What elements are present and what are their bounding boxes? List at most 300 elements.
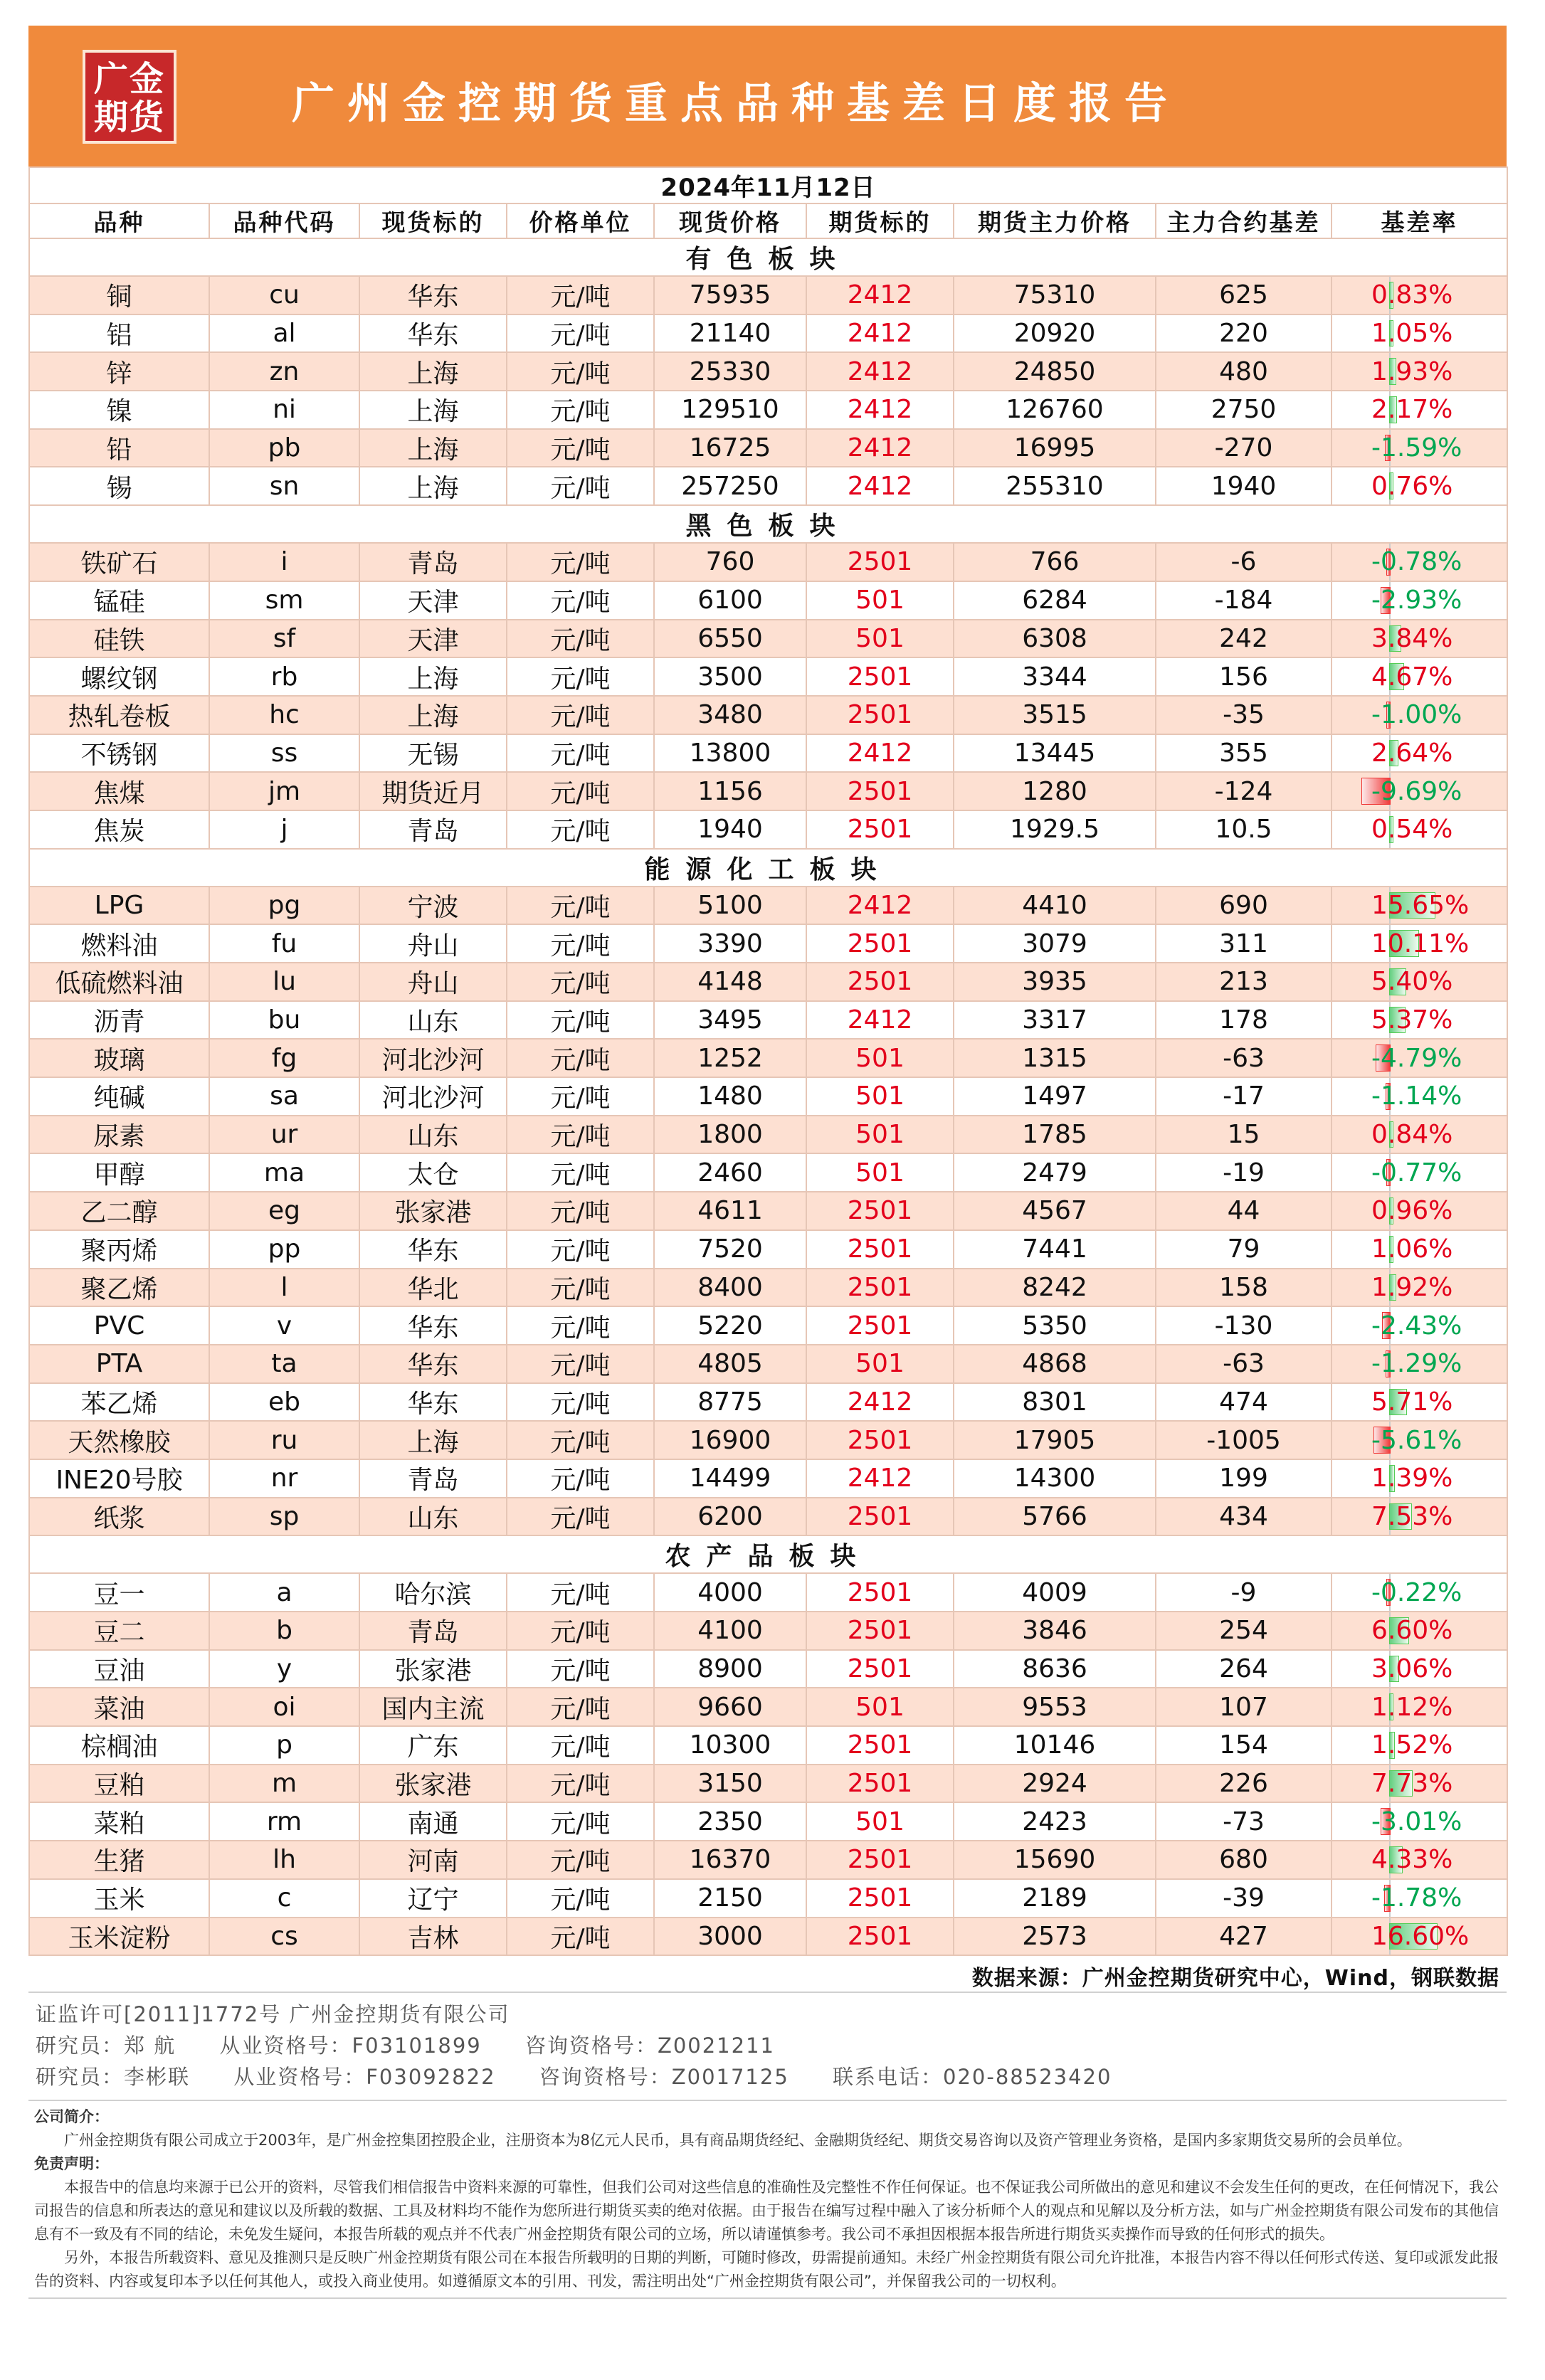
spot-price: 13800 — [654, 734, 806, 773]
basis-rate-value: 0.54% — [1371, 815, 1453, 845]
qualification-number: 从业资格号：F03101899 — [219, 2033, 482, 2058]
basis-rate-cell — [1332, 620, 1507, 658]
basis-rate-value: 5.40% — [1371, 967, 1453, 997]
basis-rate-cell — [1332, 1841, 1507, 1879]
table-row — [29, 467, 1507, 505]
spot-price: 16725 — [654, 429, 806, 467]
basis-rate-value: 1.93% — [1371, 356, 1453, 386]
spot-price: 6100 — [654, 581, 806, 620]
basis-rate-value: 5.71% — [1371, 1387, 1453, 1417]
basis-rate-cell — [1332, 1230, 1507, 1269]
futures-price: 9553 — [954, 1688, 1156, 1726]
variety-name: 焦煤 — [29, 772, 209, 810]
table-row — [29, 581, 1507, 620]
spot-reference: 华东 — [359, 276, 507, 314]
futures-price: 1280 — [954, 772, 1156, 810]
futures-contract: 2501 — [806, 1498, 954, 1536]
spot-price: 3500 — [654, 657, 806, 696]
variety-code: ta — [209, 1345, 359, 1383]
researcher-row-2 — [36, 2061, 1507, 2093]
price-unit: 元/吨 — [507, 887, 654, 925]
spot-reference: 山东 — [359, 1498, 507, 1536]
spot-reference: 华东 — [359, 314, 507, 353]
variety-name: 焦炭 — [29, 810, 209, 849]
futures-contract: 2501 — [806, 1573, 954, 1612]
basis-rate-value: 5.37% — [1371, 1005, 1453, 1035]
table-row — [29, 1116, 1507, 1154]
column-header: 期货标的 — [806, 203, 954, 238]
variety-code: eb — [209, 1383, 359, 1422]
report-date: 2024年11月12日 — [29, 167, 1507, 203]
variety-name: 不锈钢 — [29, 734, 209, 773]
variety-name: 沥青 — [29, 1001, 209, 1040]
basis-rate-value: 1.39% — [1371, 1464, 1453, 1493]
basis-rate-value: -1.00% — [1371, 700, 1462, 730]
basis-rate-cell — [1332, 391, 1507, 429]
table-row — [29, 391, 1507, 429]
basis-rate-cell — [1332, 810, 1507, 849]
basis-rate-value: 16.60% — [1371, 1921, 1470, 1951]
spot-reference: 河北沙河 — [359, 1039, 507, 1077]
logo-line-1: 广金 — [93, 59, 165, 99]
futures-price: 1785 — [954, 1116, 1156, 1154]
company-intro-title: 公司简介： — [34, 2108, 109, 2126]
futures-contract: 2501 — [806, 1612, 954, 1650]
futures-price: 4567 — [954, 1192, 1156, 1230]
variety-code: zn — [209, 352, 359, 391]
futures-contract: 2501 — [806, 1765, 954, 1803]
variety-code: l — [209, 1269, 359, 1307]
futures-contract: 2501 — [806, 1230, 954, 1269]
basis-table — [28, 166, 1508, 1956]
basis-rate-value: 1.92% — [1371, 1272, 1453, 1302]
spot-reference: 华东 — [359, 1383, 507, 1422]
table-row — [29, 1573, 1507, 1612]
spot-price: 3150 — [654, 1765, 806, 1803]
basis-rate-cell — [1332, 1765, 1507, 1803]
section-header-row — [29, 505, 1507, 543]
basis-rate-cell — [1332, 1650, 1507, 1688]
report — [28, 26, 1507, 2299]
basis-value: 480 — [1156, 352, 1332, 391]
futures-price: 8636 — [954, 1650, 1156, 1688]
price-unit: 元/吨 — [507, 1459, 654, 1498]
futures-price: 3935 — [954, 963, 1156, 1001]
basis-rate-cell — [1332, 1039, 1507, 1077]
basis-rate-value: 1.12% — [1371, 1692, 1453, 1722]
variety-code: y — [209, 1650, 359, 1688]
basis-value: 2750 — [1156, 391, 1332, 429]
variety-code: m — [209, 1765, 359, 1803]
price-unit: 元/吨 — [507, 1306, 654, 1345]
basis-value: 242 — [1156, 620, 1332, 658]
basis-rate-value: -2.43% — [1371, 1311, 1462, 1340]
spot-reference: 无锡 — [359, 734, 507, 773]
futures-contract: 501 — [806, 581, 954, 620]
variety-code: hc — [209, 696, 359, 734]
futures-contract: 2412 — [806, 1001, 954, 1040]
price-unit: 元/吨 — [507, 543, 654, 581]
variety-code: eg — [209, 1192, 359, 1230]
futures-contract: 2501 — [806, 1918, 954, 1956]
variety-name: 乙二醇 — [29, 1192, 209, 1230]
basis-rate-cell — [1332, 1573, 1507, 1612]
basis-value: 220 — [1156, 314, 1332, 353]
basis-value: 44 — [1156, 1192, 1332, 1230]
basis-value: -270 — [1156, 429, 1332, 467]
basis-rate-cell — [1332, 1269, 1507, 1307]
spot-reference: 张家港 — [359, 1765, 507, 1803]
price-unit: 元/吨 — [507, 696, 654, 734]
basis-rate-cell — [1332, 314, 1507, 353]
table-row — [29, 734, 1507, 773]
table-row — [29, 1688, 1507, 1726]
price-unit: 元/吨 — [507, 1612, 654, 1650]
basis-rate-cell — [1332, 1345, 1507, 1383]
futures-contract: 501 — [806, 1802, 954, 1841]
section-title: 有色板块 — [29, 238, 1507, 276]
spot-price: 3495 — [654, 1001, 806, 1040]
variety-code: fu — [209, 924, 359, 963]
disclaimer-text-1: 本报告中的信息均来源于已公开的资料，尽管我们相信报告中资料来源的可靠性，但我们公司对这些信息的准确性及完整性不作任何保证。也不保证我公司所做出的意见和建议不会发生任何的更改，在任何情况下，我公司报告的信息和所表达的意见和建议以及所载的数据、工具及材料均不能作为您所进行期货买卖的绝对依据。由于报告在编写过程中融入了该分析师个人的观点和见解以及分析方法，如与广州金控期货有限公司发布的其他信息有不一致及有不同的结论，未免发生疑问，本报告所载的观点并不代表广州金控期货有限公司的立场，所以请谨慎参考。我公司不承担因根据本报告所进行期货买卖操作而导致的任何形式的损失。 — [34, 2179, 1499, 2243]
spot-reference: 上海 — [359, 1421, 507, 1459]
variety-name: 生猪 — [29, 1841, 209, 1879]
basis-value: 311 — [1156, 924, 1332, 963]
basis-rate-value: -1.29% — [1371, 1349, 1462, 1379]
variety-code: cu — [209, 276, 359, 314]
futures-contract: 2412 — [806, 391, 954, 429]
price-unit: 元/吨 — [507, 429, 654, 467]
basis-value: -1005 — [1156, 1421, 1332, 1459]
variety-code: sa — [209, 1077, 359, 1116]
price-unit: 元/吨 — [507, 314, 654, 353]
researcher-name: 研究员：郑 航 — [36, 2033, 176, 2058]
futures-contract: 2412 — [806, 429, 954, 467]
basis-value: 264 — [1156, 1650, 1332, 1688]
basis-rate-cell — [1332, 1726, 1507, 1765]
spot-reference: 青岛 — [359, 543, 507, 581]
futures-price: 3317 — [954, 1001, 1156, 1040]
section-title: 能源化工板块 — [29, 849, 1507, 887]
basis-value: -6 — [1156, 543, 1332, 581]
basis-rate-value: 0.96% — [1371, 1196, 1453, 1226]
spot-price: 16900 — [654, 1421, 806, 1459]
price-unit: 元/吨 — [507, 1039, 654, 1077]
spot-reference: 青岛 — [359, 1612, 507, 1650]
basis-value: 434 — [1156, 1498, 1332, 1536]
futures-price: 5350 — [954, 1306, 1156, 1345]
basis-value: 474 — [1156, 1383, 1332, 1422]
futures-contract: 2501 — [806, 1841, 954, 1879]
basis-rate-cell — [1332, 1918, 1507, 1956]
table-row — [29, 1192, 1507, 1230]
variety-name: 聚丙烯 — [29, 1230, 209, 1269]
spot-price: 1156 — [654, 772, 806, 810]
basis-rate-value: 3.06% — [1371, 1654, 1453, 1684]
column-header: 品种代码 — [209, 203, 359, 238]
variety-code: sf — [209, 620, 359, 658]
price-unit: 元/吨 — [507, 581, 654, 620]
spot-price: 5100 — [654, 887, 806, 925]
disclaimer-title: 免责声明： — [34, 2155, 109, 2173]
basis-rate-cell — [1332, 1383, 1507, 1422]
table-row — [29, 1765, 1507, 1803]
basis-value: 625 — [1156, 276, 1332, 314]
variety-code: v — [209, 1306, 359, 1345]
futures-contract: 2501 — [806, 772, 954, 810]
table-row — [29, 1421, 1507, 1459]
spot-reference: 青岛 — [359, 1459, 507, 1498]
price-unit: 元/吨 — [507, 924, 654, 963]
futures-price: 2924 — [954, 1765, 1156, 1803]
price-unit: 元/吨 — [507, 1153, 654, 1192]
spot-reference: 上海 — [359, 429, 507, 467]
variety-name: 锰硅 — [29, 581, 209, 620]
table-row — [29, 314, 1507, 353]
futures-contract: 2501 — [806, 1421, 954, 1459]
basis-value: 1940 — [1156, 467, 1332, 505]
table-row — [29, 620, 1507, 658]
variety-name: 锡 — [29, 467, 209, 505]
section-header-row — [29, 238, 1507, 276]
column-header: 现货标的 — [359, 203, 507, 238]
variety-name: 玉米淀粉 — [29, 1918, 209, 1956]
consulting-number: 咨询资格号：Z0021211 — [524, 2033, 775, 2058]
spot-price: 2460 — [654, 1153, 806, 1192]
variety-code: i — [209, 543, 359, 581]
basis-rate-cell — [1332, 1459, 1507, 1498]
futures-price: 7441 — [954, 1230, 1156, 1269]
spot-price: 8400 — [654, 1269, 806, 1307]
basis-rate-cell — [1332, 1498, 1507, 1536]
variety-name: 螺纹钢 — [29, 657, 209, 696]
futures-contract: 501 — [806, 1153, 954, 1192]
basis-rate-value: -2.93% — [1371, 586, 1462, 615]
basis-value: -9 — [1156, 1573, 1332, 1612]
variety-code: bu — [209, 1001, 359, 1040]
contact-phone: 联系电话：020-88523420 — [833, 2065, 1112, 2090]
variety-code: oi — [209, 1688, 359, 1726]
price-unit: 元/吨 — [507, 1573, 654, 1612]
researcher-row-1 — [36, 2030, 1507, 2061]
variety-name: PVC — [29, 1306, 209, 1345]
spot-price: 4611 — [654, 1192, 806, 1230]
spot-price: 4000 — [654, 1573, 806, 1612]
basis-rate-cell — [1332, 1688, 1507, 1726]
price-unit: 元/吨 — [507, 1918, 654, 1956]
futures-price: 75310 — [954, 276, 1156, 314]
spot-price: 2350 — [654, 1802, 806, 1841]
basis-rate-value: 7.73% — [1371, 1769, 1453, 1799]
variety-code: fg — [209, 1039, 359, 1077]
basis-rate-value: 0.76% — [1371, 471, 1453, 501]
basis-rate-value: 1.05% — [1371, 319, 1453, 349]
price-unit: 元/吨 — [507, 1841, 654, 1879]
spot-price: 8900 — [654, 1650, 806, 1688]
basis-rate-value: 0.84% — [1371, 1120, 1453, 1150]
spot-reference: 太仓 — [359, 1153, 507, 1192]
futures-contract: 2501 — [806, 1879, 954, 1918]
variety-name: 铁矿石 — [29, 543, 209, 581]
spot-price: 8775 — [654, 1383, 806, 1422]
spot-price: 6200 — [654, 1498, 806, 1536]
section-title: 农产品板块 — [29, 1535, 1507, 1573]
variety-code: b — [209, 1612, 359, 1650]
futures-price: 1929.5 — [954, 810, 1156, 849]
price-unit: 元/吨 — [507, 1765, 654, 1803]
spot-reference: 天津 — [359, 620, 507, 658]
variety-code: ma — [209, 1153, 359, 1192]
futures-price: 24850 — [954, 352, 1156, 391]
spot-price: 6550 — [654, 620, 806, 658]
futures-price: 1497 — [954, 1077, 1156, 1116]
price-unit: 元/吨 — [507, 620, 654, 658]
basis-rate-cell — [1332, 1306, 1507, 1345]
variety-code: ss — [209, 734, 359, 773]
futures-contract: 2501 — [806, 657, 954, 696]
basis-value: -184 — [1156, 581, 1332, 620]
basis-rate-value: -3.01% — [1371, 1807, 1462, 1836]
variety-name: 低硫燃料油 — [29, 963, 209, 1001]
variety-name: 菜油 — [29, 1688, 209, 1726]
table-row — [29, 963, 1507, 1001]
price-unit: 元/吨 — [507, 1688, 654, 1726]
table-row — [29, 1650, 1507, 1688]
variety-name: 玉米 — [29, 1879, 209, 1918]
variety-code: ni — [209, 391, 359, 429]
futures-contract: 2501 — [806, 1650, 954, 1688]
futures-contract: 2412 — [806, 887, 954, 925]
basis-rate-value: 1.52% — [1371, 1730, 1453, 1760]
futures-contract: 2412 — [806, 1459, 954, 1498]
basis-value: 154 — [1156, 1726, 1332, 1765]
basis-value: 427 — [1156, 1918, 1332, 1956]
disclaimer-text-2: 另外，本报告所载资料、意见及推测只是反映广州金控期货有限公司在本报告所载明的日期的判断，可随时修改，毋需提前通知。未经广州金控期货有限公司允许批准，本报告内容不得以任何形式传送、复印或派发此报告的资料、内容或复印本予以任何其他人，或投入商业使用。如遵循原文本的引用、刊发，需注明出处“广州金控期货有限公司”，并保留我公司的一切权利。 — [34, 2249, 1499, 2290]
spot-price: 14499 — [654, 1459, 806, 1498]
basis-rate-cell — [1332, 1421, 1507, 1459]
spot-reference: 河南 — [359, 1841, 507, 1879]
basis-value: -35 — [1156, 696, 1332, 734]
futures-contract: 501 — [806, 1688, 954, 1726]
basis-rate-value: 3.84% — [1371, 623, 1453, 653]
table-row — [29, 1306, 1507, 1345]
basis-rate-value: 6.60% — [1371, 1616, 1453, 1646]
basis-rate-value: 0.83% — [1371, 280, 1453, 310]
basis-rate-cell — [1332, 887, 1507, 925]
basis-value: 199 — [1156, 1459, 1332, 1498]
futures-price: 255310 — [954, 467, 1156, 505]
futures-price: 16995 — [954, 429, 1156, 467]
variety-name: 玻璃 — [29, 1039, 209, 1077]
variety-name: 豆二 — [29, 1612, 209, 1650]
futures-price: 2479 — [954, 1153, 1156, 1192]
futures-contract: 2501 — [806, 810, 954, 849]
table-row — [29, 1879, 1507, 1918]
variety-name: 菜粕 — [29, 1802, 209, 1841]
column-header: 现货价格 — [654, 203, 806, 238]
spot-price: 3390 — [654, 924, 806, 963]
futures-contract: 2501 — [806, 1306, 954, 1345]
basis-value: 213 — [1156, 963, 1332, 1001]
spot-price: 10300 — [654, 1726, 806, 1765]
table-row — [29, 772, 1507, 810]
variety-name: 硅铁 — [29, 620, 209, 658]
variety-code: cs — [209, 1918, 359, 1956]
spot-reference: 上海 — [359, 696, 507, 734]
basis-rate-value: -4.79% — [1371, 1043, 1462, 1073]
basis-value: 10.5 — [1156, 810, 1332, 849]
spot-reference: 宁波 — [359, 887, 507, 925]
license-text: 证监许可[2011]1772号 广州金控期货有限公司 — [36, 2002, 510, 2027]
table-row — [29, 657, 1507, 696]
variety-name: 棕榈油 — [29, 1726, 209, 1765]
spot-price: 3480 — [654, 696, 806, 734]
basis-rate-cell — [1332, 1001, 1507, 1040]
basis-rate-value: -1.14% — [1371, 1081, 1462, 1111]
basis-value: -39 — [1156, 1879, 1332, 1918]
variety-code: nr — [209, 1459, 359, 1498]
price-unit: 元/吨 — [507, 963, 654, 1001]
spot-reference: 上海 — [359, 657, 507, 696]
basis-rate-cell — [1332, 1192, 1507, 1230]
data-source: 数据来源：广州金控期货研究中心，Wind，钢联数据 — [28, 1956, 1507, 1993]
basis-value: -130 — [1156, 1306, 1332, 1345]
spot-reference: 国内主流 — [359, 1688, 507, 1726]
variety-code: a — [209, 1573, 359, 1612]
futures-contract: 501 — [806, 1077, 954, 1116]
futures-price: 8242 — [954, 1269, 1156, 1307]
price-unit: 元/吨 — [507, 772, 654, 810]
basis-value: -63 — [1156, 1039, 1332, 1077]
price-unit: 元/吨 — [507, 1650, 654, 1688]
basis-rate-cell — [1332, 352, 1507, 391]
futures-contract: 501 — [806, 1116, 954, 1154]
price-unit: 元/吨 — [507, 1077, 654, 1116]
futures-contract: 2501 — [806, 543, 954, 581]
variety-code: pb — [209, 429, 359, 467]
basis-rate-cell — [1332, 924, 1507, 963]
futures-contract: 2412 — [806, 276, 954, 314]
variety-name: 锌 — [29, 352, 209, 391]
table-row — [29, 1001, 1507, 1040]
futures-contract: 2412 — [806, 314, 954, 353]
spot-reference: 期货近月 — [359, 772, 507, 810]
variety-name: 聚乙烯 — [29, 1269, 209, 1307]
futures-price: 2189 — [954, 1879, 1156, 1918]
basis-rate-cell — [1332, 1612, 1507, 1650]
variety-code: ru — [209, 1421, 359, 1459]
basis-value: 226 — [1156, 1765, 1332, 1803]
price-unit: 元/吨 — [507, 1269, 654, 1307]
spot-price: 1800 — [654, 1116, 806, 1154]
spot-reference: 南通 — [359, 1802, 507, 1841]
spot-reference: 吉林 — [359, 1918, 507, 1956]
variety-code: al — [209, 314, 359, 353]
variety-code: jm — [209, 772, 359, 810]
basis-value: -124 — [1156, 772, 1332, 810]
variety-code: lh — [209, 1841, 359, 1879]
table-row — [29, 1841, 1507, 1879]
spot-reference: 青岛 — [359, 810, 507, 849]
basis-rate-value: -5.61% — [1371, 1425, 1462, 1455]
price-unit: 元/吨 — [507, 1001, 654, 1040]
basis-rate-cell — [1332, 734, 1507, 773]
basis-rate-value: 15.65% — [1371, 890, 1470, 920]
variety-name: PTA — [29, 1345, 209, 1383]
basis-rate-value: -0.78% — [1371, 547, 1462, 577]
basis-value: -63 — [1156, 1345, 1332, 1383]
price-unit: 元/吨 — [507, 1192, 654, 1230]
